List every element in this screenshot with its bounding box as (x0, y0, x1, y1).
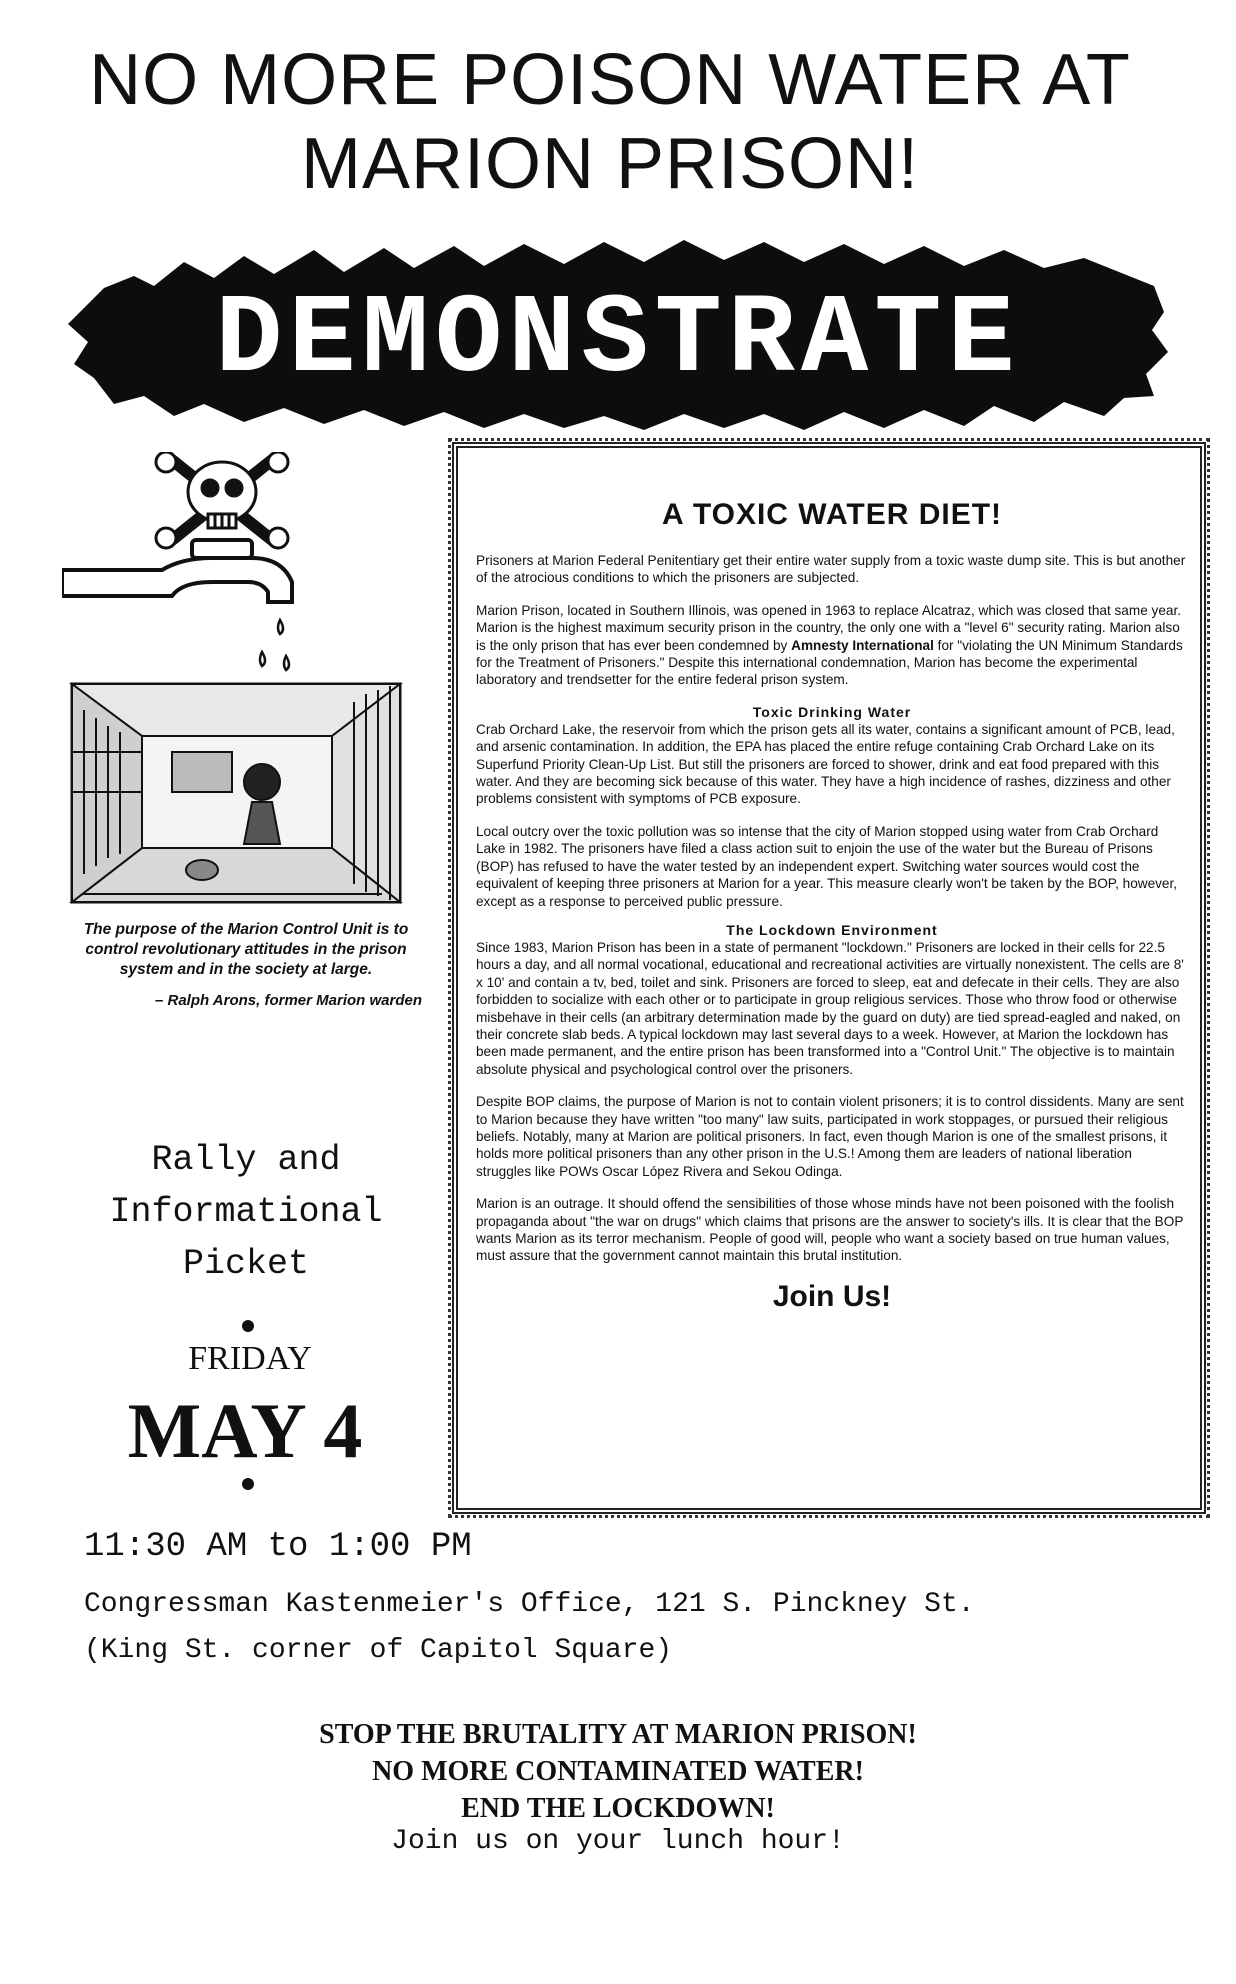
slogan-3: END THE LOCKDOWN! (461, 1793, 775, 1824)
article-paragraph (476, 602, 1188, 689)
article-paragraph: Despite BOP claims, the purpose of Marion is not to contain violent prisoners; it is to control dissidents. Many are sent to Marion because they have written "too many" law suits, participated in work stoppages, or pursued their religious beliefs. Notably, many at Marion are political prisoners. In fact, even though Marion is one of the smallest prisons, it holds more political prisoners than any other prison in the U.S.! Among them are leaders of national liberation struggles like POWs Oscar López Rivera and Sekou Odinga. (476, 1094, 1184, 1179)
rally-line-2: Informational (109, 1192, 383, 1232)
headline (60, 38, 1160, 206)
illustration (62, 452, 436, 912)
event-location (84, 1582, 1184, 1674)
rally-line-1: Rally and (151, 1140, 341, 1180)
faucet-icon (62, 540, 292, 602)
warden-quote: The purpose of the Marion Control Unit is to control revolutionary attitudes in the prison system and in the society at large. (83, 921, 409, 978)
slogans (100, 1716, 1136, 1827)
prison-cell-drawing (72, 684, 400, 902)
brush-stroke-banner (64, 228, 1172, 436)
bullet-dot (242, 1478, 254, 1490)
article-title: A TOXIC WATER DIET! (661, 498, 1003, 531)
slogan-1: STOP THE BRUTALITY AT MARION PRISON! (319, 1719, 917, 1750)
article-paragraph: Prisoners at Marion Federal Penitentiary get their entire water supply from a toxic waste dump site. This is but another of the atrocious conditions to which the prisoners are subjected. (476, 553, 1186, 586)
bullet-dot (242, 1320, 254, 1332)
article-body (476, 498, 1188, 1314)
event-day: FRIDAY (188, 1340, 312, 1377)
article-paragraph: Since 1983, Marion Prison has been in a state of permanent "lockdown." Prisoners are locked in their cells for 22.5 hours a day, and all normal vocational, educational and recreational activities are virtually nonexistent. The cells are 8' x 10' and contain a tv, bed, toilet and sink. Prisoners are forced to sleep, eat and defecate in their cells. They are also forbidden to socialize with each other or to participate in group religious services. Those who throw food or otherwise misbehave in their cells (an arbitrary determination made by the guard on duty) are tied spread-eagled and naked, on their concrete slab beds. A typical lockdown may last several days to a week. However, at Marion the lockdown has been made permanent, and the entire prison has been transformed into a "Control Unit." The objective is to maintain absolute physical and psychological control over the prisoners. (476, 939, 1184, 1077)
demonstrate-banner (64, 228, 1172, 436)
event-date: MAY 4 (127, 1387, 363, 1474)
article-paragraph: Crab Orchard Lake, the reservoir from which the prison gets all its water, contains a significant amount of PCB, lead, and arsenic contamination. In addition, the EPA has placed the entire refuge containing Crab Orchard Lake on its Superfund Priority Clean-Up List. But still the prisoners are forced to shower, drink and eat food prepared with this water. And they are becoming sick because of this water. They have a high incidence of rashes, dizziness and other problems consistent with symptoms of PCB exposure. (476, 721, 1175, 807)
rally-line-3: Picket (182, 1244, 310, 1284)
paragraph-text: Marion Prison, located in Southern Illinois, was opened in 1963 to replace Alcatraz, which was closed that same year. Marion is the highest maximum security prison in the country, the only one with a "level 6" security rating. Marion also is the only prison that has ever been condemned by (476, 602, 1181, 653)
location-line-2: (King St. corner of Capitol Square) (84, 1635, 673, 1666)
subheading-toxic-water: Toxic Drinking Water (752, 703, 912, 720)
event-time: 11:30 AM to 1:00 PM (84, 1528, 472, 1566)
article-box (452, 442, 1206, 1514)
amnesty-international: Amnesty International (791, 637, 934, 653)
water-drop-icon (260, 620, 289, 670)
skull-crossbones-icon (156, 452, 288, 548)
headline-line-2: MARION PRISON! (300, 124, 920, 204)
skull-faucet-cell-drawing (62, 452, 436, 912)
slogan-2: NO MORE CONTAMINATED WATER! (372, 1756, 864, 1787)
location-line-1: Congressman Kastenmeier's Office, 121 S. Pinckney St. (84, 1589, 975, 1620)
subheading-lockdown: The Lockdown Environment (726, 921, 938, 938)
paragraph-text: for "violating the UN Minimum Standards for the Treatment of Prisoners." Despite this international condemnation, Marion has become the experimental laboratory and trendsetter for the entire federal prison system. (476, 637, 1183, 688)
rally-heading (60, 1134, 432, 1290)
lunch-hour-invite: Join us on your lunch hour! (391, 1826, 845, 1857)
banner-text: DEMONSTRATE (215, 277, 1021, 404)
article-paragraph: Local outcry over the toxic pollution was so intense that the city of Marion stopped using water from Crab Orchard Lake in 1982. The prisoners have filed a class action suit to enjoin the use of the water but the Bureau of Prisons (BOP) has refused to have the water tested by an independent expert. Switching water sources would cost the equivalent of keeping three prisoners at Marion for a year. This measure clearly won't be taken by the BOP, however, except as a response to perceived public pressure. (476, 823, 1178, 909)
quote-attribution: – Ralph Arons, former Marion warden (155, 992, 422, 1009)
article-paragraph: Marion is an outrage. It should offend the sensibilities of those whose minds have not been poisoned with the foolish propaganda about "the war on drugs" which claims that prisons are the answer to society's ills. It is clear that the BOP wants Marion as its terror mechanism. People of good will, people who want a society based on true human values, must assure that the government cannot maintain this brutal institution. (476, 1196, 1184, 1264)
headline-line-1: NO MORE POISON WATER AT (89, 40, 1131, 120)
join-us: Join Us! (772, 1279, 892, 1313)
